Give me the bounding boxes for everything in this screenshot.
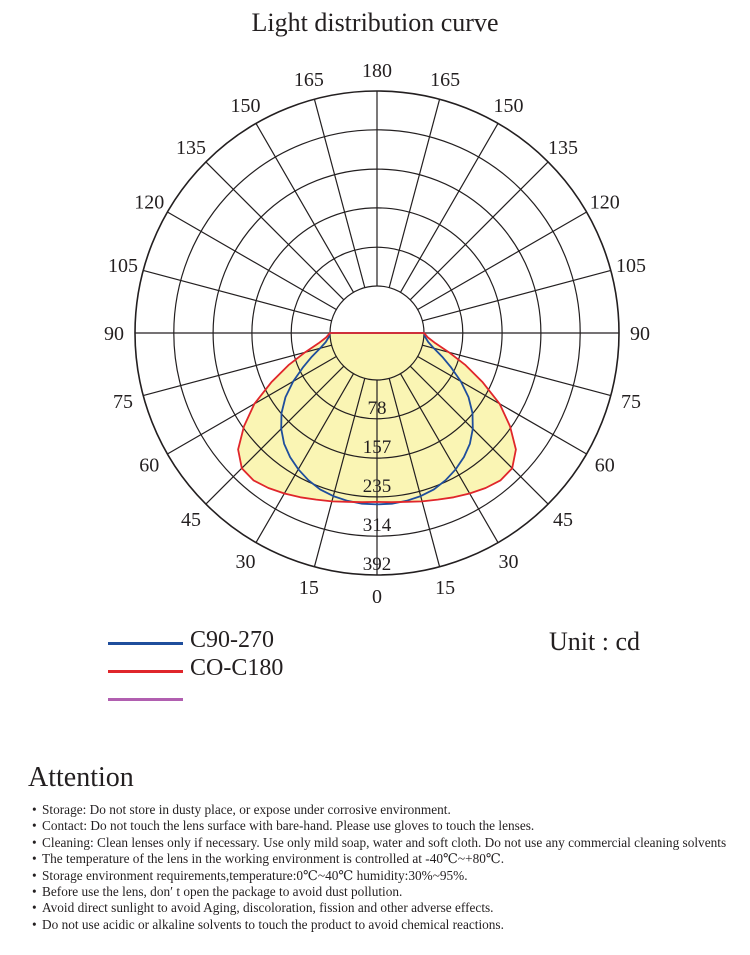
radial-tick-0: 78 — [367, 397, 387, 419]
attention-notes — [30, 802, 730, 933]
angle-label-left-3: 135 — [176, 137, 206, 159]
angle-label-left-9: 45 — [181, 509, 201, 531]
angle-label-left-7: 75 — [113, 391, 133, 414]
note-sunlight: • Avoid direct sunlight to avoid Aging, discoloration, fission and other adverse effects. — [30, 900, 730, 916]
angle-label-left-10: 30 — [235, 550, 256, 573]
grid-spoke-135 — [410, 162, 548, 300]
angle-label-left-12: 0 — [372, 586, 382, 608]
legend-swatch-co-c180 — [108, 670, 183, 673]
angle-label-left-0: 180 — [362, 60, 392, 82]
legend-swatch-purple — [108, 698, 183, 701]
note-storage-environment: • Storage environment requirements,temperature:0℃~40℃ humidity:30%~95%. — [30, 868, 730, 884]
angle-label-right-9: 30 — [498, 550, 519, 573]
grid-spoke-255 — [143, 270, 331, 320]
angle-label-right-4: 105 — [616, 254, 646, 277]
angle-label-right-3: 120 — [589, 191, 620, 214]
angle-label-right-10: 15 — [435, 577, 456, 599]
radial-tick-1: 157 — [362, 437, 392, 459]
angle-label-left-6: 90 — [104, 323, 124, 345]
angle-label-left-4: 120 — [134, 191, 165, 214]
note-temperature: • The temperature of the lens in the working environment is controlled at -40℃~+80℃. — [30, 851, 730, 867]
angle-label-left-5: 105 — [108, 254, 138, 277]
note-storage: • Storage: Do not store in dusty place, or expose under corrosive environment. — [30, 802, 730, 818]
radial-tick-4: 392 — [362, 554, 392, 575]
radial-tick-2: 235 — [362, 475, 392, 497]
angle-label-left-11: 15 — [298, 577, 319, 599]
chart-title: Light distribution curve — [251, 8, 499, 37]
angle-label-right-5: 90 — [630, 323, 650, 345]
radial-tick-3: 314 — [362, 515, 392, 537]
legend-label-co-c180: CO-C180 — [190, 655, 284, 681]
attention-heading: Attention — [28, 762, 134, 793]
angle-label-right-6: 75 — [621, 391, 641, 414]
note-packaging: • Before use the lens, don′ t open the package to avoid dust pollution. — [30, 884, 730, 900]
angle-label-left-8: 60 — [139, 454, 160, 477]
legend-swatch-c90-270 — [108, 642, 183, 645]
note-solvents: • Do not use acidic or alkaline solvents to touch the product to avoid chemical reactions. — [30, 917, 730, 933]
angle-label-left-2: 150 — [230, 95, 261, 118]
legend-label-c90-270: C90-270 — [190, 627, 274, 653]
angle-label-right-1: 150 — [493, 95, 524, 118]
grid-spoke-195 — [314, 99, 364, 287]
grid-spoke-165 — [389, 99, 439, 287]
grid-spoke-105 — [422, 270, 610, 320]
angle-label-right-2: 135 — [548, 137, 578, 159]
note-cleaning: • Cleaning: Clean lenses only if necessary. Use only mild soap, water and soft cloth. Do not use any commercial cleaning solvents — [30, 835, 730, 851]
unit-label: Unit : cd — [549, 627, 640, 656]
note-contact: • Contact: Do not touch the lens surface with bare-hand. Please use gloves to touch the lenses. — [30, 818, 730, 834]
angle-label-right-7: 60 — [594, 454, 615, 477]
angle-label-right-8: 45 — [553, 509, 573, 531]
grid-spoke-225 — [206, 162, 344, 300]
angle-label-left-1: 165 — [293, 69, 324, 91]
angle-label-right-0: 165 — [430, 69, 461, 91]
